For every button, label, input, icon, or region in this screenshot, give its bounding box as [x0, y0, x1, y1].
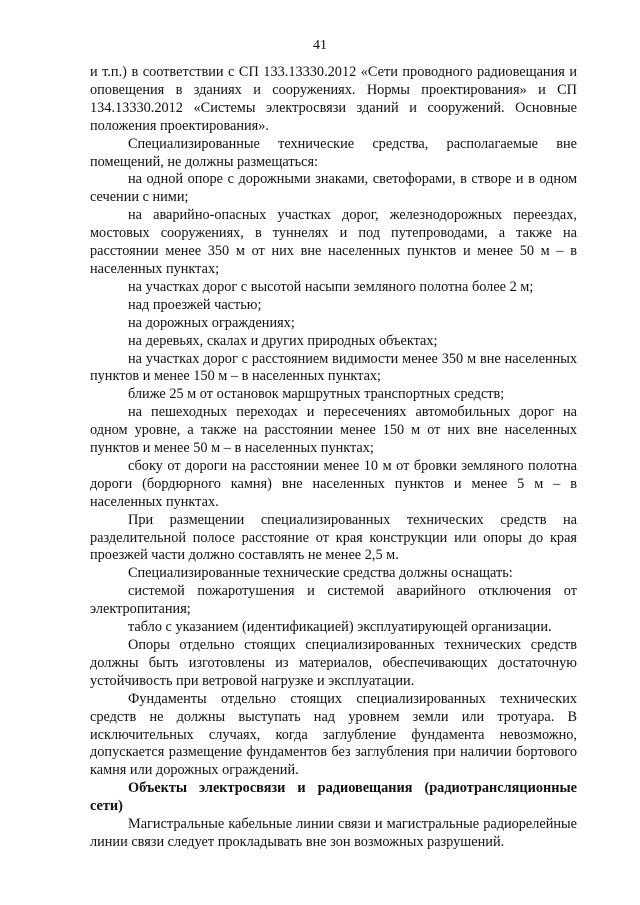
paragraph-foundations: Фундаменты отдельно стоящих специализированных технических средств не должны выступать над уровнем земли или тротуара. В исключительных случаях, когда заглубление фундамента невозможно, допускается размещение фундаментов без заглубления при наличии бортового камня или дорожных ограждений.	[90, 690, 577, 779]
list-item-fire-system: системой пожаротушения и системой аварийного отключения от электропитания;	[90, 583, 577, 618]
list-item-crossings: на пешеходных переходах и пересечениях автомобильных дорог на одном уровне, а также на расстоянии менее 150 м от них вне населенных пунктов и менее 50 м – в населенных пунктах;	[90, 404, 577, 457]
paragraph-equipment-intro: Специализированные технические средства должны оснащать:	[128, 565, 513, 582]
section-heading: Объекты электросвязи и радиовещания (радиотрансляционные сети)	[90, 780, 577, 815]
list-item-operator-sign: табло с указанием (идентификацией) эксплуатирующей организации.	[128, 619, 552, 636]
list-item-visibility: на участках дорог с расстоянием видимости менее 350 м вне населенных пунктов и менее 150 м – в населенных пунктах;	[90, 350, 577, 385]
paragraph-dividing-strip: При размещении специализированных технических средств на разделительной полосе расстояние от края конструкции или опоры до края проезжей части должно составлять не менее 2,5 м.	[90, 511, 577, 564]
list-item-hazardous-sections: на аварийно-опасных участках дорог, железнодорожных переездах, мостовых сооружениях, в туннелях и под путепроводами, а также на расстоянии менее 350 м от них вне населенных пунктов и менее 50 м – в населенных пунктах;	[90, 207, 577, 277]
list-item-embankment: на участках дорог с высотой насыпи земляного полотна более 2 м;	[128, 278, 534, 295]
list-item-over-carriageway: над проезжей частью;	[128, 296, 262, 313]
list-item-road-barriers: на дорожных ограждениях;	[128, 314, 295, 331]
page-number: 41	[313, 38, 327, 53]
list-item-same-pole: на одной опоре с дорожными знаками, светофорами, в створе и в одном сечении с ними;	[90, 171, 577, 206]
paragraph-continuation: и т.п.) в соответствии с СП 133.13330.2012 «Сети проводного радиовещания и оповещения в зданиях и сооружениях. Нормы проектирования» и СП 134.13330.2012 «Системы электросвязи зданий и сооружений. Основные положения проектирования».	[90, 64, 577, 134]
list-item-transit-stops: ближе 25 м от остановок маршрутных транспортных средств;	[128, 386, 505, 403]
page-body	[90, 64, 577, 852]
paragraph-supports: Опоры отдельно стоящих специализированных технических средств должны быть изготовлены из материалов, обеспечивающих достаточную устойчивость при ветровой нагрузке и эксплуатации.	[90, 637, 577, 689]
paragraph-trunk-lines: Магистральные кабельные линии связи и магистральные радиорелейные линии связи следует прокладывать вне зон возможных разрушений.	[90, 816, 577, 850]
list-item-natural-objects: на деревьях, скалах и других природных объектах;	[128, 332, 438, 349]
list-item-roadside: сбоку от дороги на расстоянии менее 10 м от бровки земляного полотна дороги (бордюрного камня) вне населенных пунктов и менее 5 м – в населенных пунктах.	[90, 457, 577, 510]
paragraph-placement-restrictions-intro: Специализированные технические средства, располагаемые вне помещений, не должны размещаться:	[90, 135, 577, 170]
